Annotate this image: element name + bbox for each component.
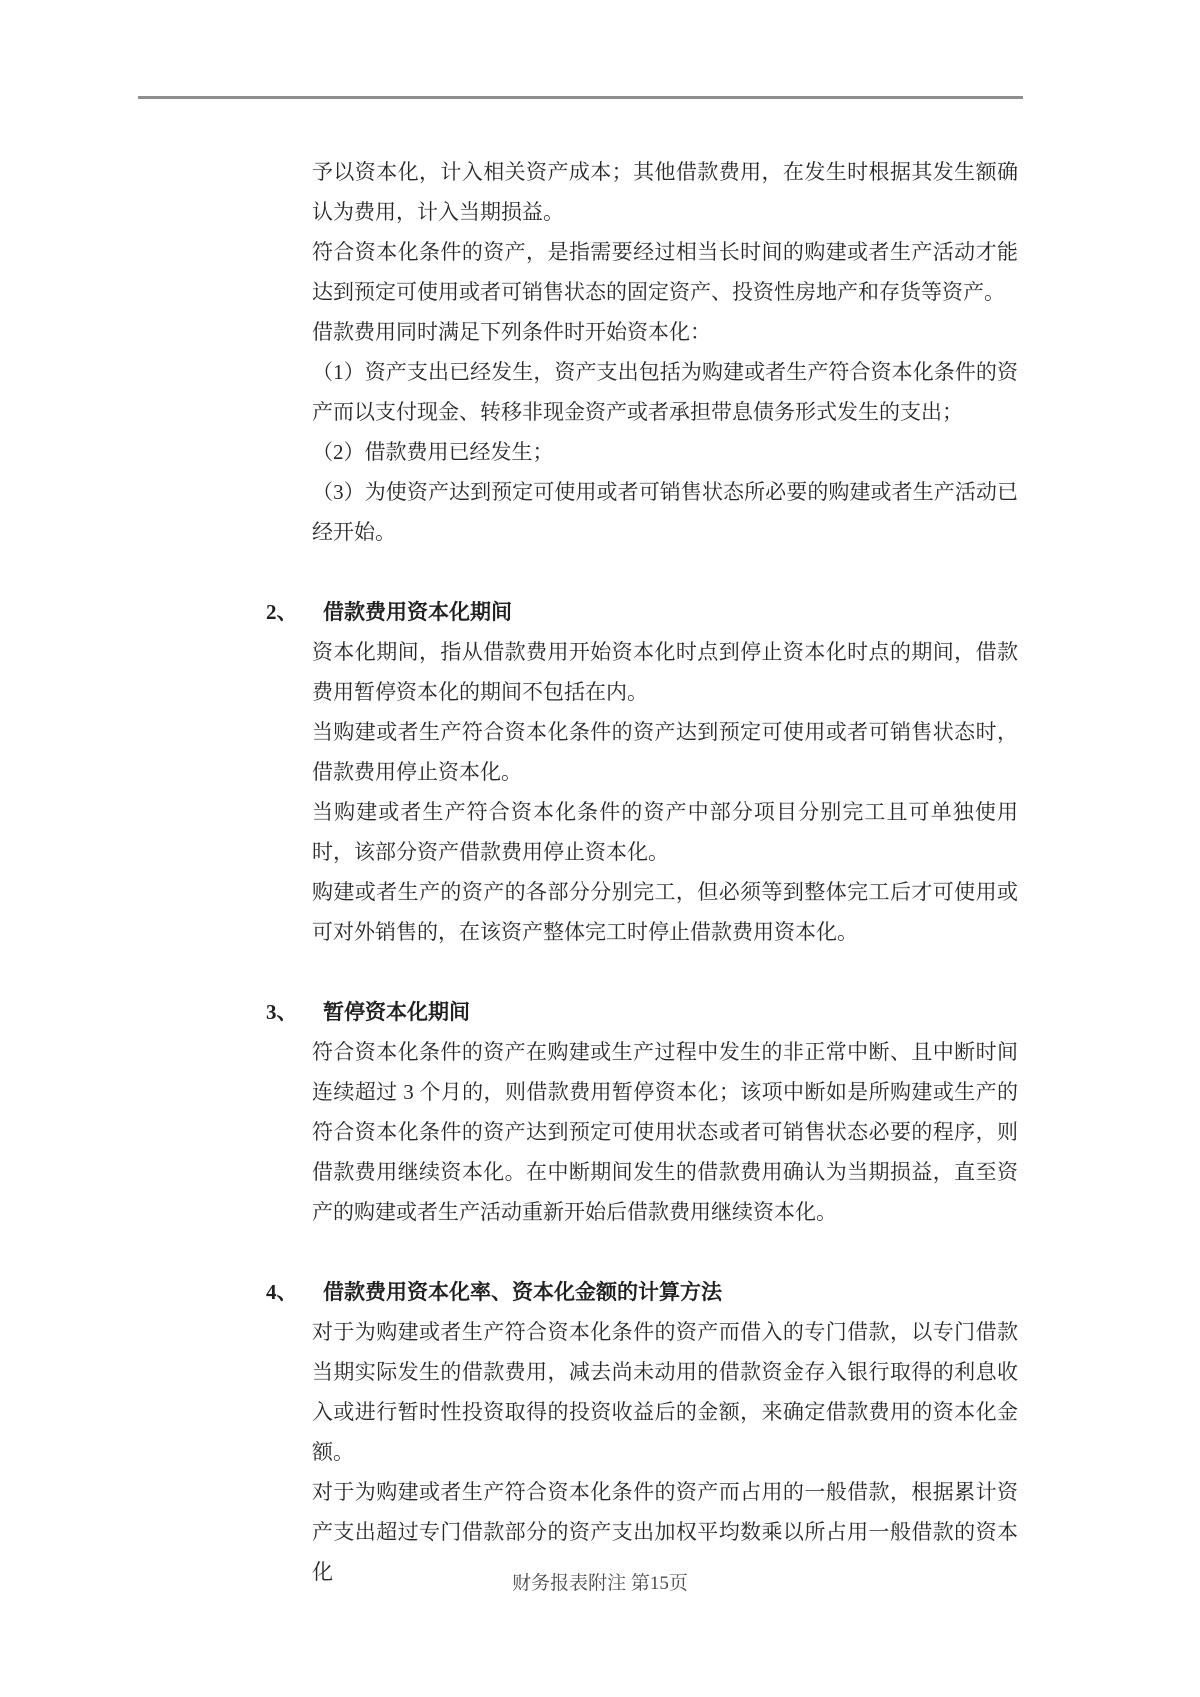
- paragraph: 借款费用同时满足下列条件时开始资本化：: [312, 320, 711, 344]
- paragraph: （1）资产支出已经发生，资产支出包括为购建或者生产符合资本化条件的资产而以支付现金、转移非现金资产或者承担带息债务形式发生的支出；: [312, 360, 1018, 424]
- paragraph: 予以资本化，计入相关资产成本；其他借款费用，在发生时根据其发生额确认为费用，计入当期损益。: [312, 160, 1018, 224]
- paragraph: 对于为购建或者生产符合资本化条件的资产而占用的一般借款，根据累计资产支出超过专门借款部分的资产支出加权平均数乘以所占用一般借款的资本化: [312, 1480, 1018, 1584]
- section-title: 借款费用资本化率、资本化金额的计算方法: [323, 1280, 722, 1304]
- section-heading-3: [266, 992, 1018, 1032]
- section-number: 2、: [266, 600, 298, 624]
- section-title: 暂停资本化期间: [323, 1000, 470, 1024]
- document-body: [266, 152, 1018, 1592]
- section-heading-4: [266, 1272, 1018, 1312]
- section-heading-2: [266, 592, 1018, 632]
- paragraph: 符合资本化条件的资产在购建或生产过程中发生的非正常中断、且中断时间连续超过 3 个月的，则借款费用暂停资本化；该项中断如是所购建或生产的符合资本化条件的资产达到预定可使用状态或者可销售状态必要的程序，则借款费用继续资本化。在中断期间发生的借款费用确认为当期损益，直至资产的购建或者生产活动重新开始后借款费用继续资本化。: [312, 1040, 1018, 1224]
- section-number: 3、: [266, 1000, 298, 1024]
- header-rule: [138, 96, 1023, 99]
- paragraph: 购建或者生产的资产的各部分分别完工，但必须等到整体完工后才可使用或可对外销售的，在该资产整体完工时停止借款费用资本化。: [312, 880, 1018, 944]
- section-number: 4、: [266, 1280, 298, 1304]
- paragraph: 当购建或者生产符合资本化条件的资产达到预定可使用或者可销售状态时，借款费用停止资本化。: [312, 720, 1018, 784]
- paragraph: （3）为使资产达到预定可使用或者可销售状态所必要的购建或者生产活动已经开始。: [312, 480, 1018, 544]
- paragraph: 对于为购建或者生产符合资本化条件的资产而借入的专门借款，以专门借款当期实际发生的借款费用，减去尚未动用的借款资金存入银行取得的利息收入或进行暂时性投资取得的投资收益后的金额，来确定借款费用的资本化金额。: [312, 1320, 1018, 1464]
- paragraph: 资本化期间，指从借款费用开始资本化时点到停止资本化时点的期间，借款费用暂停资本化的期间不包括在内。: [312, 640, 1018, 704]
- section-title: 借款费用资本化期间: [323, 600, 512, 624]
- paragraph: 当购建或者生产符合资本化条件的资产中部分项目分别完工且可单独使用时，该部分资产借款费用停止资本化。: [312, 800, 1018, 864]
- paragraph: （2）借款费用已经发生；: [312, 440, 554, 464]
- page-footer: 财务报表附注 第15页: [512, 1573, 688, 1594]
- paragraph: 符合资本化条件的资产，是指需要经过相当长时间的购建或者生产活动才能达到预定可使用或者可销售状态的固定资产、投资性房地产和存货等资产。: [312, 240, 1018, 304]
